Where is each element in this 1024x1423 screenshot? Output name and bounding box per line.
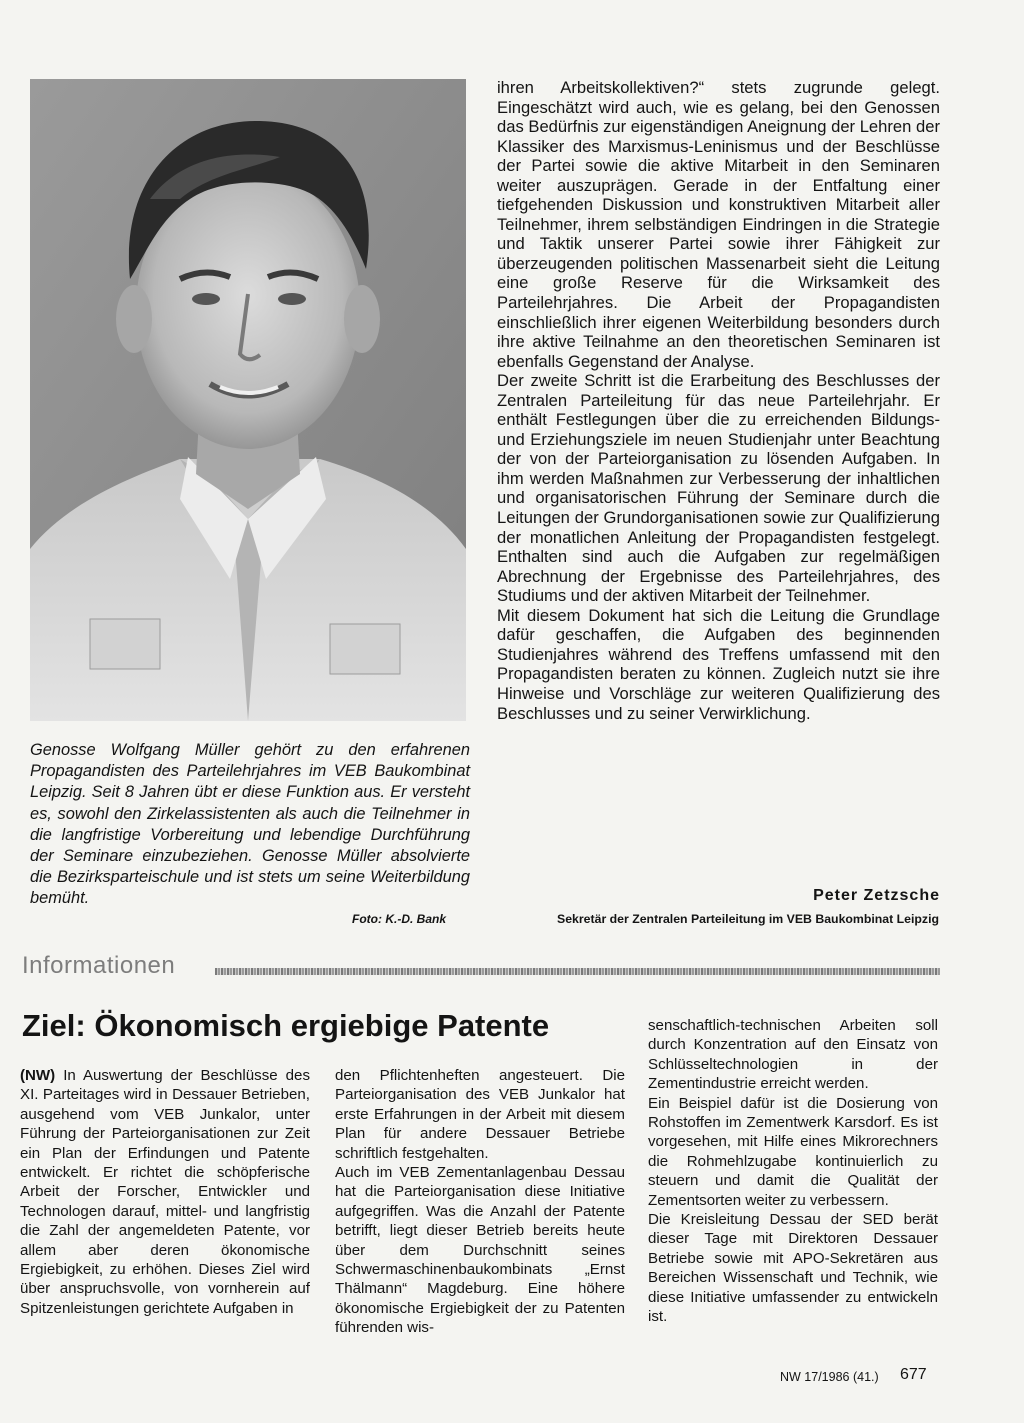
- section-rule: [215, 968, 940, 975]
- article-paragraph: Die Kreisleitung Dessau der SED berät dieser Tage mit Direktoren Dessauer Betriebe sowie mit APO-Sekretären aus Bereichen Wissenschaft und Technik, wie diese Initiative umfassender zu entwickeln ist.: [648, 1211, 938, 1326]
- section-label: Informationen: [22, 952, 176, 979]
- article-column-1: [20, 1066, 310, 1318]
- article-paragraph: den Pflichtenheften angesteuert. Die Parteiorganisation des VEB Junkalor hat erste Erfahrungen in der Arbeit mit diesem Plan für andere Dessauer Betriebe schriftlich festgehalten.: [335, 1067, 625, 1162]
- article-headline: Ziel: Ökonomisch ergiebige Patente: [22, 1008, 550, 1043]
- issue-number: NW 17/1986 (41.): [780, 1370, 879, 1384]
- upper-article-column: [497, 78, 940, 723]
- portrait-photo: [30, 79, 466, 721]
- article-paragraph: senschaftlich-technischen Arbeiten soll durch Konzentration auf den Einsatz von Schlüsseltechnologien in der Zementindustrie erreicht werden.: [648, 1017, 938, 1093]
- upper-paragraph: Der zweite Schritt ist die Erarbeitung des Beschlusses der Zentralen Parteileitung für das neue Parteilehrjahr. Er enthält Festlegungen über die zu erreichenden Bildungs- und Erziehungsziele im neuen Studienjahr unter Beachtung der von der Parteiorganisation zu lösenden Aufgaben. In ihm werden Maßnahmen zur Verbesserung der inhaltlichen und organisatorischen Führung der Seminare durch die Leitungen der Grundorganisationen sowie zur Qualifizierung der monatlichen Anleitung der Propagandisten festgelegt. Enthalten sind auch die Aufgaben zur regelmäßigen Abrechnung der Ergebnisse des Parteilehrjahres, des Studiums und der aktiven Mitarbeit der Teilnehmer.: [497, 371, 940, 606]
- upper-paragraph: ihren Arbeitskollektiven?“ stets zugrunde gelegt. Eingeschätzt wird auch, wie es gelang, bei den Genossen das Bedürfnis zur eigenständigen Aneignung der Lehren der Klassiker des Marxismus-Leninismus und der Beschlüsse der Partei sowie die aktive Mitarbeit in den Seminaren weiter auszuprägen. Gerade in der Entfaltung einer tiefgehenden Diskussion und konstruktiven Mitarbeit aller Teilnehmer, ihrem selbständigen Eindringen in die Strategie und Taktik unserer Partei sowie ihrer Fähigkeit zur überzeugenden politischen Massenarbeit sieht die Leitung eine große Reserve für die Wirksamkeit des Parteilehrjahres. Die Arbeit der Propagandisten einschließlich ihrer eigenen Weiterbildung besonders durch ihre aktive Teilnahme an den theoretischen Seminaren ist ebenfalls Gegenstand der Analyse.: [497, 78, 940, 371]
- author-name: Peter Zetzsche: [813, 887, 940, 904]
- photo-credit: Foto: K.-D. Bank: [352, 912, 446, 926]
- article-column-2: [335, 1066, 625, 1338]
- article-paragraph: Auch im VEB Zementanlagenbau Dessau hat die Parteiorganisation diese Initiative aufgegriffen. Was die Anzahl der Patente betrifft, liegt dieser Betrieb bereits heute über dem Durchschnitt seines Schwermaschinenbaukombinats „Ernst Thälmann“ Magdeburg. Eine höhere ökonomische Ergiebigkeit der zu Patenten führenden wis-: [335, 1164, 625, 1337]
- article-text: In Auswertung der Beschlüsse des XI. Parteitages wird in Dessauer Betrieben, ausgehend vom VEB Junkalor, unter Führung der Parteiorganisationen zur Zeit ein Plan der Erfindungen und Patente entwickelt. Er richtet die schöpferische Arbeit der Forscher, Entwickler und Technologen darauf, mittel- und langfristig die Zahl der angemeldeten Patente, vor allem aber deren ökonomische Ergiebigkeit, zu erhöhen. Dieses Ziel wird über anspruchsvolle, von vornherein auf Spitzenleistungen gerichtete Aufgaben in: [20, 1067, 310, 1317]
- upper-paragraph: Mit diesem Dokument hat sich die Leitung die Grundlage dafür geschaffen, die Aufgaben des beginnenden Studienjahres während des Treffens umfassend mit den Propagandisten beraten zu können. Zugleich nutzt sie ihre Hinweise und Vorschläge zur weiteren Qualifizierung des Beschlusses und zu seiner Verwirklichung.: [497, 605, 940, 723]
- author-title: Sekretär der Zentralen Parteileitung im VEB Baukombinat Leipzig: [557, 912, 939, 926]
- source-tag: (NW): [20, 1067, 56, 1084]
- article-paragraph: [20, 1066, 310, 1318]
- photo-caption: Genosse Wolfgang Müller gehört zu den erfahrenen Propagandisten des Parteilehrjahres im VEB Baukombinat Leipzig. Seit 8 Jahren übt er diese Funktion aus. Er versteht es, sowohl den Zirkelassistenten als auch die Teilnehmer in die langfristige Vorbereitung und lebendige Durchführung der Seminare einzubeziehen. Genosse Müller absolvierte die Bezirksparteischule und ist stets um seine Weiterbildung bemüht.: [30, 741, 470, 908]
- page-number: 677: [900, 1366, 927, 1383]
- article-paragraph: Ein Beispiel dafür ist die Dosierung von Rohstoffen im Zementwerk Karsdorf. Es ist vorgesehen, mit Hilfe eines Mikrorechners die Rohmehlzugabe kontinuierlich zu steuern und damit die Qualität der Zementsorten weiter zu verbessern.: [648, 1094, 938, 1209]
- portrait-image: [30, 79, 466, 721]
- article-column-3: [648, 1016, 938, 1327]
